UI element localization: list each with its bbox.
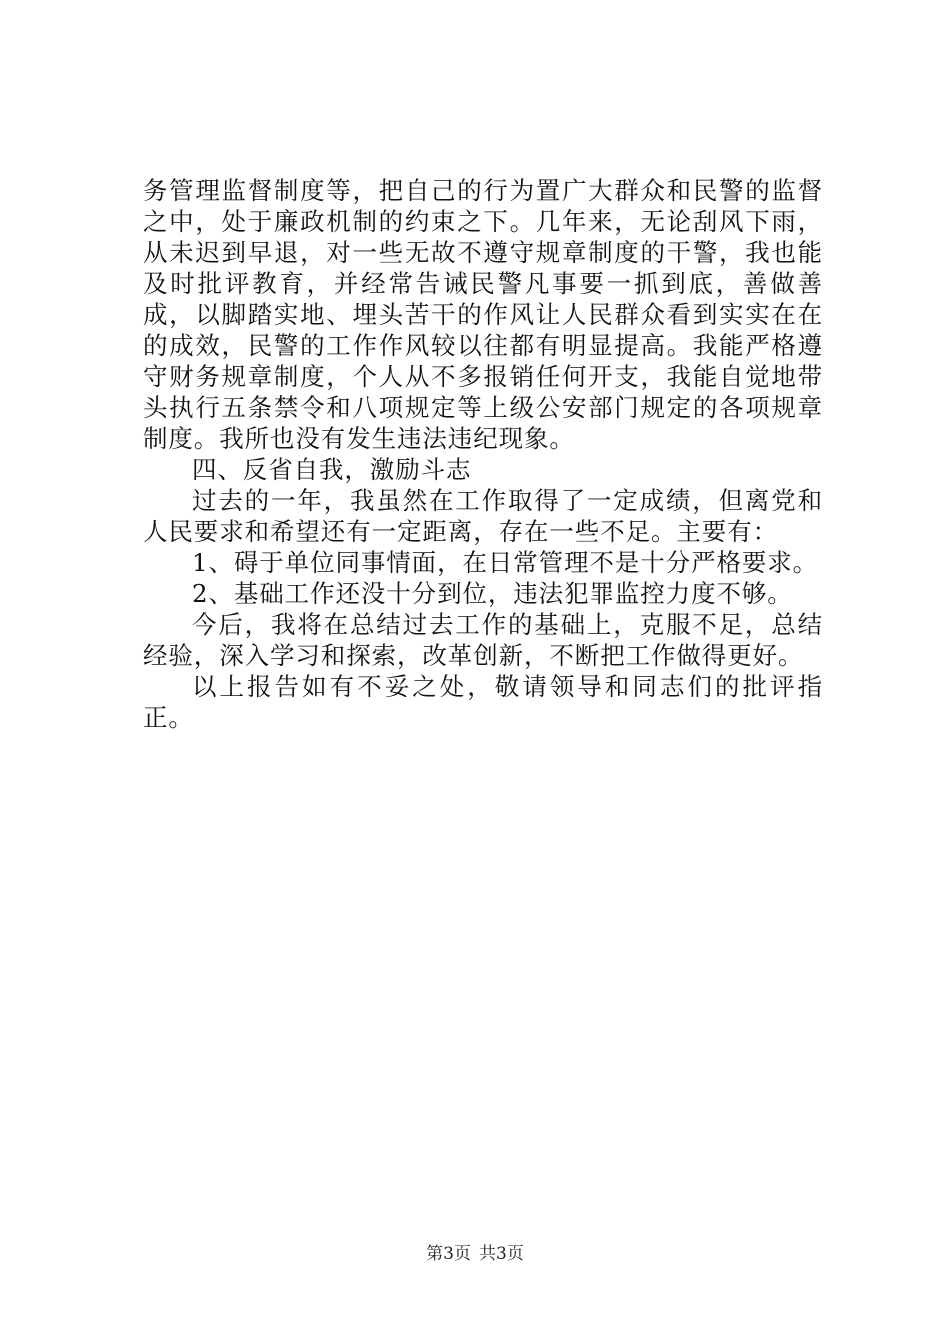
paragraph-shortcomings-intro: 过去的一年，我虽然在工作取得了一定成绩，但离党和人民要求和希望还有一定距离，存在一些不足。主要有： [143,486,823,546]
page-footer [0,1243,950,1265]
section-heading-self-reflection: 四、反省自我，激励斗志 [192,455,472,484]
paragraph-future-plan: 今后，我将在总结过去工作的基础上，克服不足，总结经验，深入学习和探索，改革创新，不断把工作做得更好。 [143,610,823,670]
list-item-shortcoming-2: 2、基础工作还没十分到位，违法犯罪监控力度不够。 [192,579,793,608]
paragraph-supervision: 务管理监督制度等，把自己的行为置广大群众和民警的监督之中，处于廉政机制的约束之下。几年来，无论刮风下雨，从未迟到早退，对一些无故不遵守规章制度的干警，我也能及时批评教育，并经常告诫民警凡事要一抓到底，善做善成，以脚踏实地、埋头苦干的作风让人民群众看到实实在在的成效，民警的工作作风较以往都有明显提高。我能严格遵守财务规章制度，个人从不多报销任何开支，我能自觉地带头执行五条禁令和八项规定等上级公安部门规定的各项规章制度。我所也没有发生违法违纪现象。 [143,176,823,453]
page-total: 共3页 [479,1244,524,1264]
paragraph-closing: 以上报告如有不妥之处，敬请领导和同志们的批评指正。 [143,672,823,732]
list-item-shortcoming-1: 1、碍于单位同事情面，在日常管理不是十分严格要求。 [192,548,819,577]
document-body [143,175,823,733]
page-number: 第3页 [426,1244,471,1264]
